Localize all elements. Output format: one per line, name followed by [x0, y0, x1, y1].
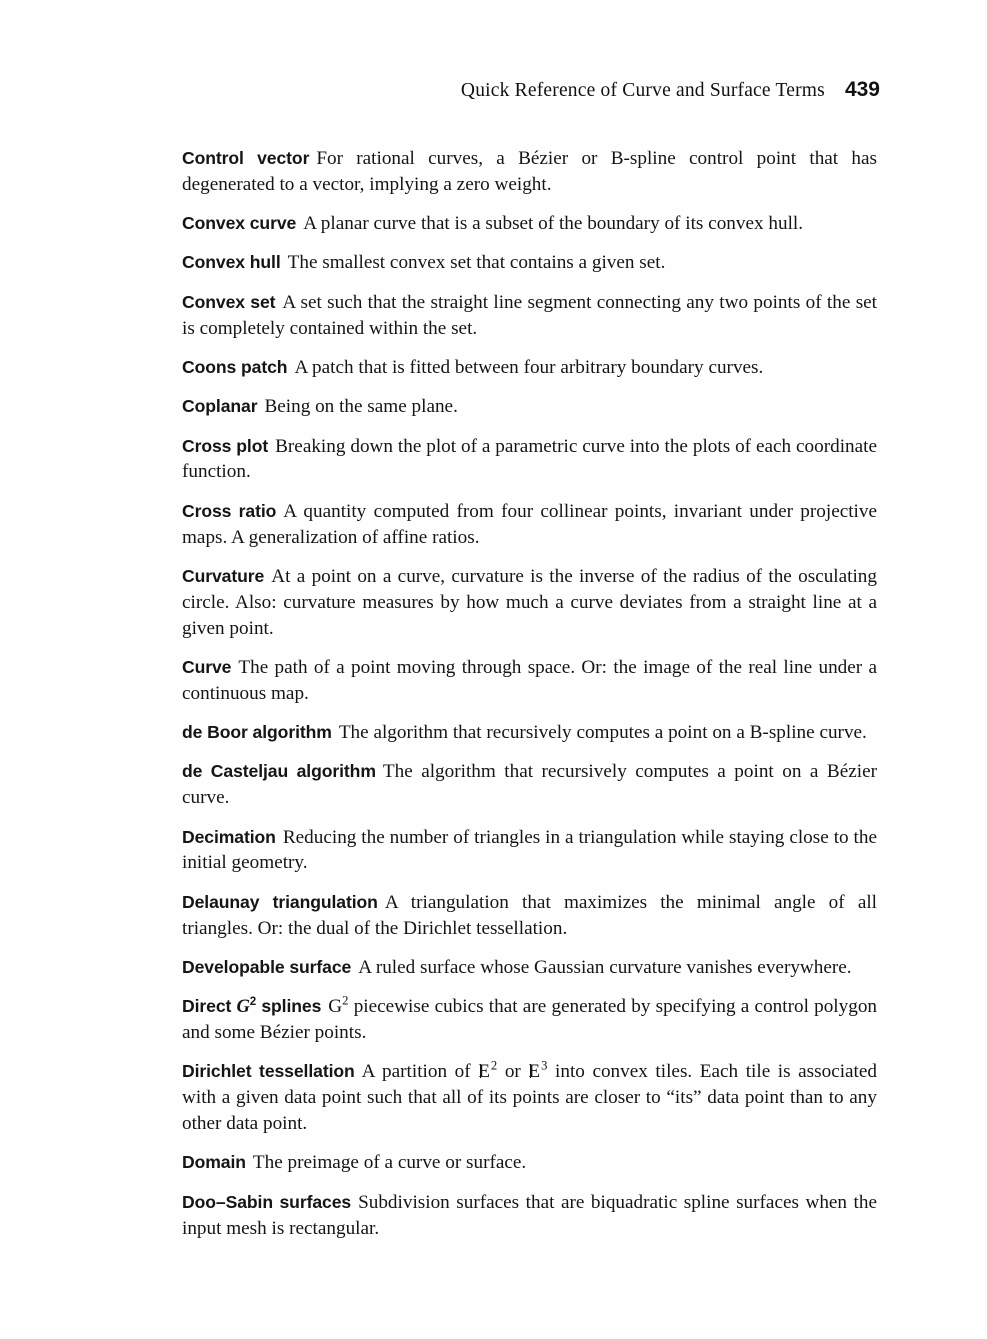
glossary-entry	[182, 564, 877, 641]
header-title: Quick Reference of Curve and Surface Terms	[460, 80, 825, 101]
glossary-term: Curvature	[182, 565, 265, 586]
glossary-definition: The preimage of a curve or surface.	[252, 1152, 527, 1174]
glossary-definition: The smallest convex set that contains a given set.	[287, 252, 666, 274]
glossary-definition: The path of a point moving through space. Or: the image of the real line under a continuous map.	[182, 656, 877, 704]
glossary-entry	[182, 994, 877, 1046]
glossary-entry	[182, 1059, 877, 1136]
glossary-term: Curve	[182, 656, 232, 677]
glossary-entry	[182, 499, 877, 551]
glossary-definition: A partition of E $^2$ or E $^3$ into convex tiles. Each tile is associated with a given data point such that all of its points are closer to “its” data point than to any other data point.	[182, 1061, 877, 1134]
glossary-term: Developable surface	[182, 956, 352, 977]
glossary-entry	[182, 146, 877, 198]
glossary-term: Decimation	[182, 826, 276, 847]
glossary-term: Direct $G^2$ splines	[182, 995, 322, 1018]
glossary-term: Delaunay triangulation	[182, 891, 378, 912]
glossary-definition: At a point on a curve, curvature is the inverse of the radius of the osculating circle. Also: curvature measures by how much a curve deviates from a straight line at a given point.	[182, 565, 877, 639]
glossary-entry	[182, 655, 877, 707]
glossary-definition: A planar curve that is a subset of the boundary of its convex hull.	[303, 213, 804, 235]
glossary-entry	[182, 1150, 877, 1176]
glossary-definition: Being on the same plane.	[264, 396, 458, 418]
glossary-term: Dirichlet tessellation	[182, 1061, 355, 1082]
glossary-term: Convex hull	[182, 252, 281, 273]
glossary-entry	[182, 1190, 877, 1242]
glossary-entry	[182, 759, 877, 811]
glossary-definition: A quantity computed from four collinear points, invariant under projective maps. A generalization of affine ratios.	[182, 500, 877, 548]
glossary-entry	[182, 955, 877, 981]
glossary-term: Cross plot	[182, 435, 269, 456]
glossary-term: Convex set	[182, 291, 276, 312]
glossary-definition: A patch that is fitted between four arbitrary boundary curves.	[294, 356, 764, 378]
glossary-entry	[182, 720, 877, 746]
glossary-entry	[182, 211, 877, 237]
glossary-entry	[182, 434, 877, 486]
glossary-definition: The algorithm that recursively computes a point on a Bézier curve.	[182, 761, 877, 809]
page-header	[120, 78, 880, 102]
glossary-term: Doo–Sabin surfaces	[182, 1191, 352, 1212]
glossary-entry	[182, 394, 877, 420]
glossary-term: de Boor algorithm	[182, 722, 332, 743]
glossary-entry	[182, 825, 877, 877]
glossary-term: Domain	[182, 1152, 246, 1173]
glossary-term: Coons patch	[182, 356, 288, 377]
glossary-term: Cross ratio	[182, 500, 277, 521]
glossary-definition: A set such that the straight line segment connecting any two points of the set is completely contained within the set.	[182, 291, 878, 339]
glossary-definition: The algorithm that recursively computes a point on a B-spline curve.	[338, 722, 867, 744]
glossary-definition: A triangulation that maximizes the minimal angle of all triangles. Or: the dual of the Dirichlet tessellation.	[182, 891, 878, 939]
glossary-definition: $G^2$ piecewise cubics that are generated by specifying a control polygon and some Bézier points.	[182, 993, 878, 1044]
glossary-definition: For rational curves, a Bézier or B-spline control point that has degenerated to a vector, implying a zero weight.	[182, 148, 877, 195]
glossary-entry	[182, 890, 877, 942]
glossary-term: Convex curve	[182, 213, 297, 234]
glossary-definition: Reducing the number of triangles in a triangulation while staying close to the initial geometry.	[182, 826, 877, 874]
glossary-entry	[182, 290, 877, 342]
glossary-entry	[182, 250, 877, 276]
glossary-entries	[182, 146, 877, 1255]
glossary-definition: Breaking down the plot of a parametric curve into the plots of each coordinate function.	[182, 435, 877, 483]
glossary-entry	[182, 355, 877, 381]
glossary-term: de Casteljau algorithm	[182, 761, 376, 782]
glossary-definition: A ruled surface whose Gaussian curvature vanishes everywhere.	[358, 956, 852, 978]
glossary-definition: Subdivision surfaces that are biquadratic spline surfaces when the input mesh is rectangular.	[182, 1191, 877, 1239]
glossary-term: Control vector	[182, 148, 310, 168]
page-number: 439	[844, 78, 880, 101]
glossary-term: Coplanar	[182, 396, 258, 417]
